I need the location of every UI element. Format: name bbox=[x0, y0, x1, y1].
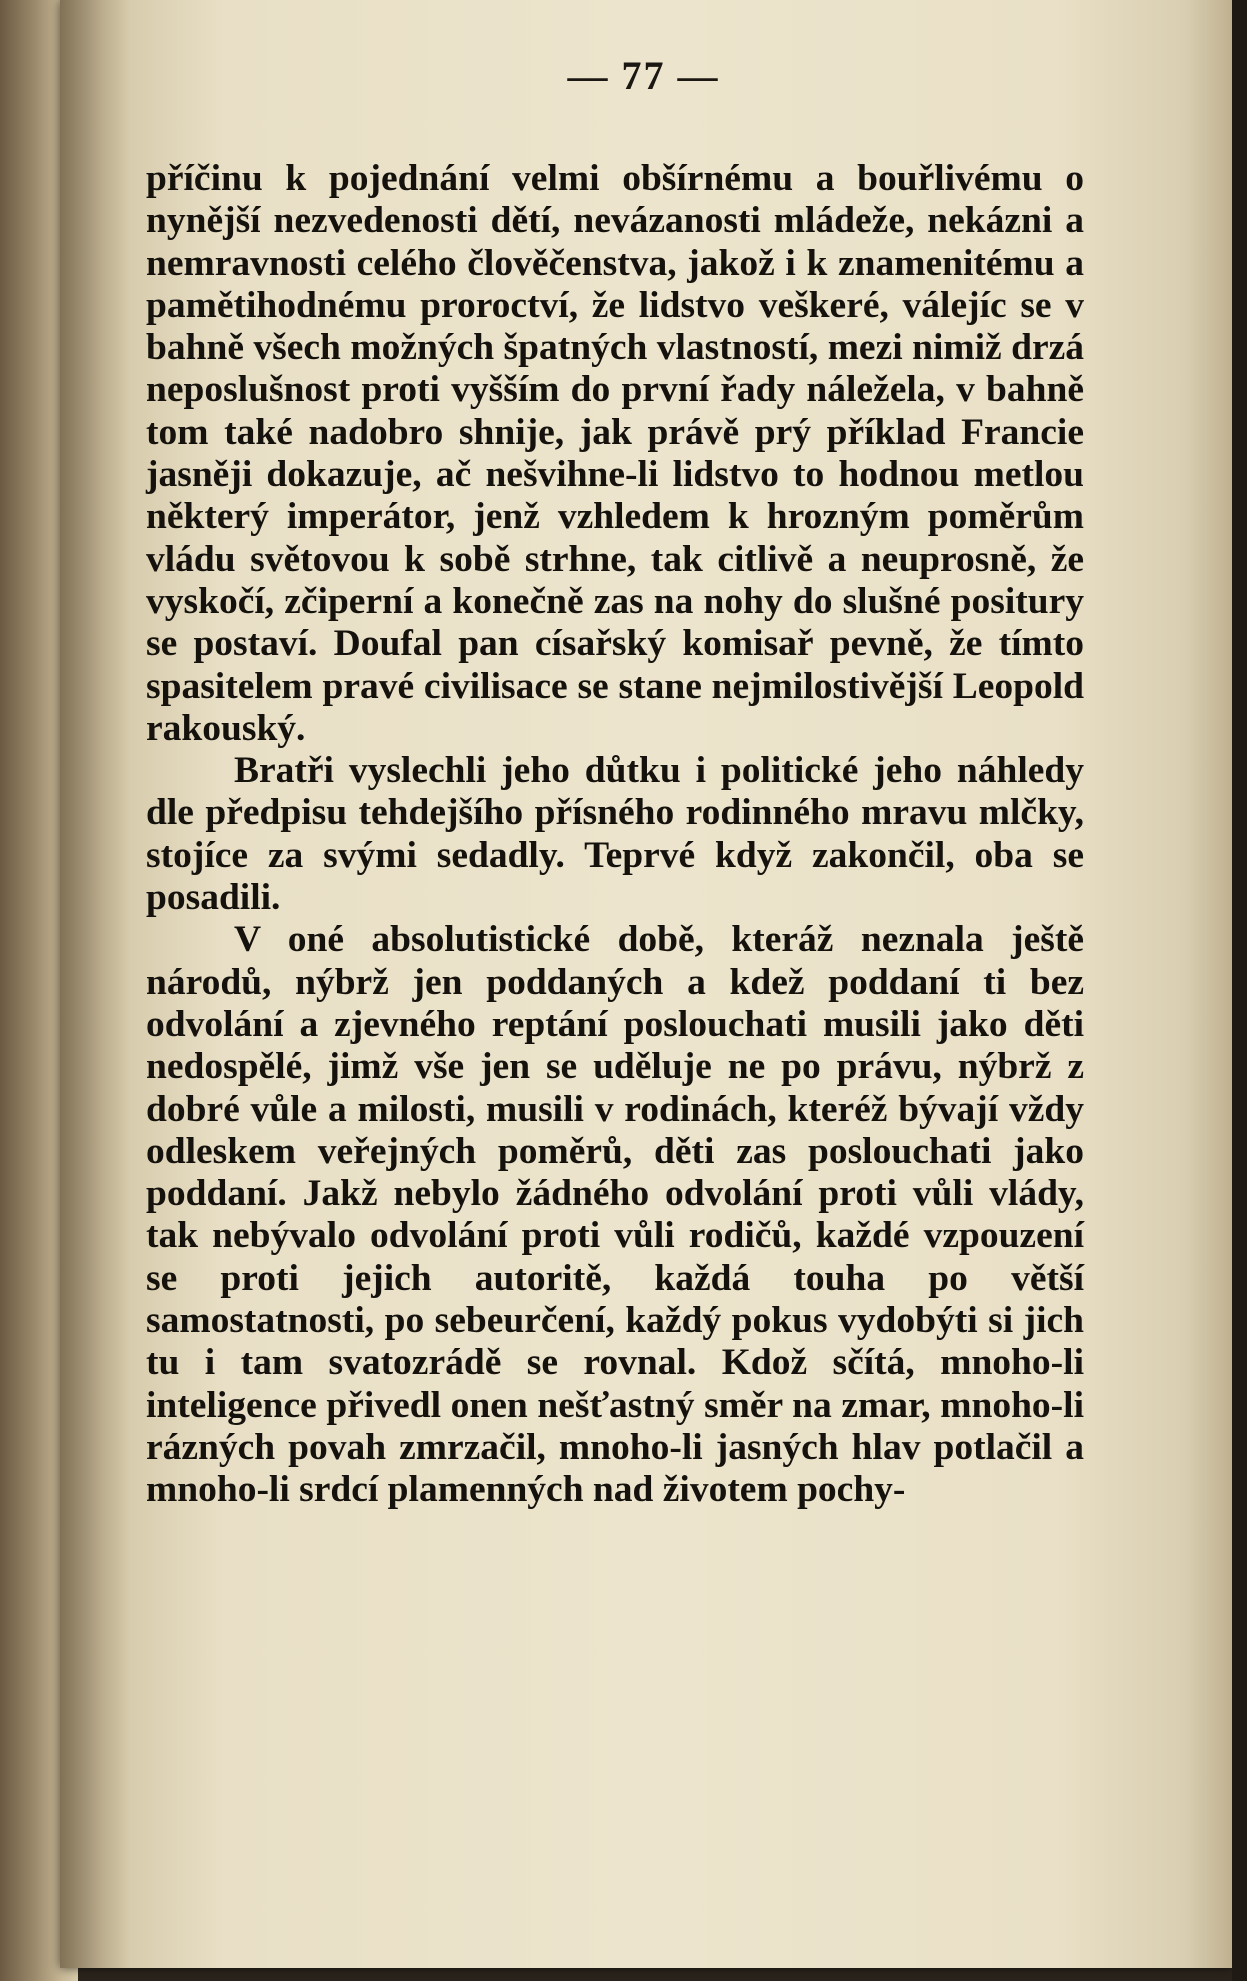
page-edge-shadow bbox=[1232, 0, 1247, 1981]
paragraph-2: Bratři vyslechli jeho důtku i politické jeho náhledy dle předpisu tehdejšího přísného rodinného mravu mlčky, stojíce za svými sedadly. Teprvé když zakončil, oba se posadili. bbox=[146, 750, 1084, 919]
page-number: — 77 — bbox=[567, 53, 720, 98]
paragraph-3: V oné absolutistické době, kteráž neznala ještě národů, nýbrž jen poddaných a kdež poddaní ti bez odvolání a zjevného reptání poslouchati musili jako děti nedospělé, jimž vše jen se uděluje ne po právu, nýbrž z dobré vůle a milosti, musili v rodinách, kteréž bývají vždy odleskem veřejných poměrů, děti zas poslouchati jako poddaní. Jakž nebylo žádného odvolání proti vůli vlády, tak nebývalo odvolání proti vůli rodičů, každé vzpouzení se proti jejich autoritě, každá touha po větší samostatnosti, po sebeurčení, každý pokus vydobýti si jich tu i tam svatozrádě se rovnal. Kdož sčítá, mnoho-li inteligence přivedl onen nešťastný směr na zmar, mnoho-li rázných povah zmrzačil, mnoho-li jasných hlav potlačil a mnoho-li srdcí plamenných nad životem pochy- bbox=[146, 919, 1084, 1511]
gutter-shadow bbox=[60, 0, 130, 1968]
paragraph-1: příčinu k pojednání velmi obšírnému a bouřlivému o nynější nezvedenosti dětí, nevázanosti mládeže, nekázni a nemravnosti celého člověčenstva, jakož i k znamenitému a pamětihodnému proroctví, že lidstvo veškeré, válejíc se v bahně všech možných špatných vlastností, mezi nimiž drzá neposlušnost proti vyšším do první řady náležela, v bahně tom také nadobro shnije, jak právě prý příklad Francie jasněji dokazuje, ač nešvihne-li lidstvo to hodnou metlou některý imperátor, jenž vzhledem k hrozným poměrům vládu světovou k sobě strhne, tak citlivě a neuprosně, že vyskočí, zčiperní a konečně zas na nohy do slušné positury se postaví. Doufal pan císařský komisař pevně, že tímto spasitelem pravé civilisace se stane nejmilostivější Leopold rakouský. bbox=[146, 158, 1084, 749]
body-text bbox=[146, 158, 1084, 1512]
